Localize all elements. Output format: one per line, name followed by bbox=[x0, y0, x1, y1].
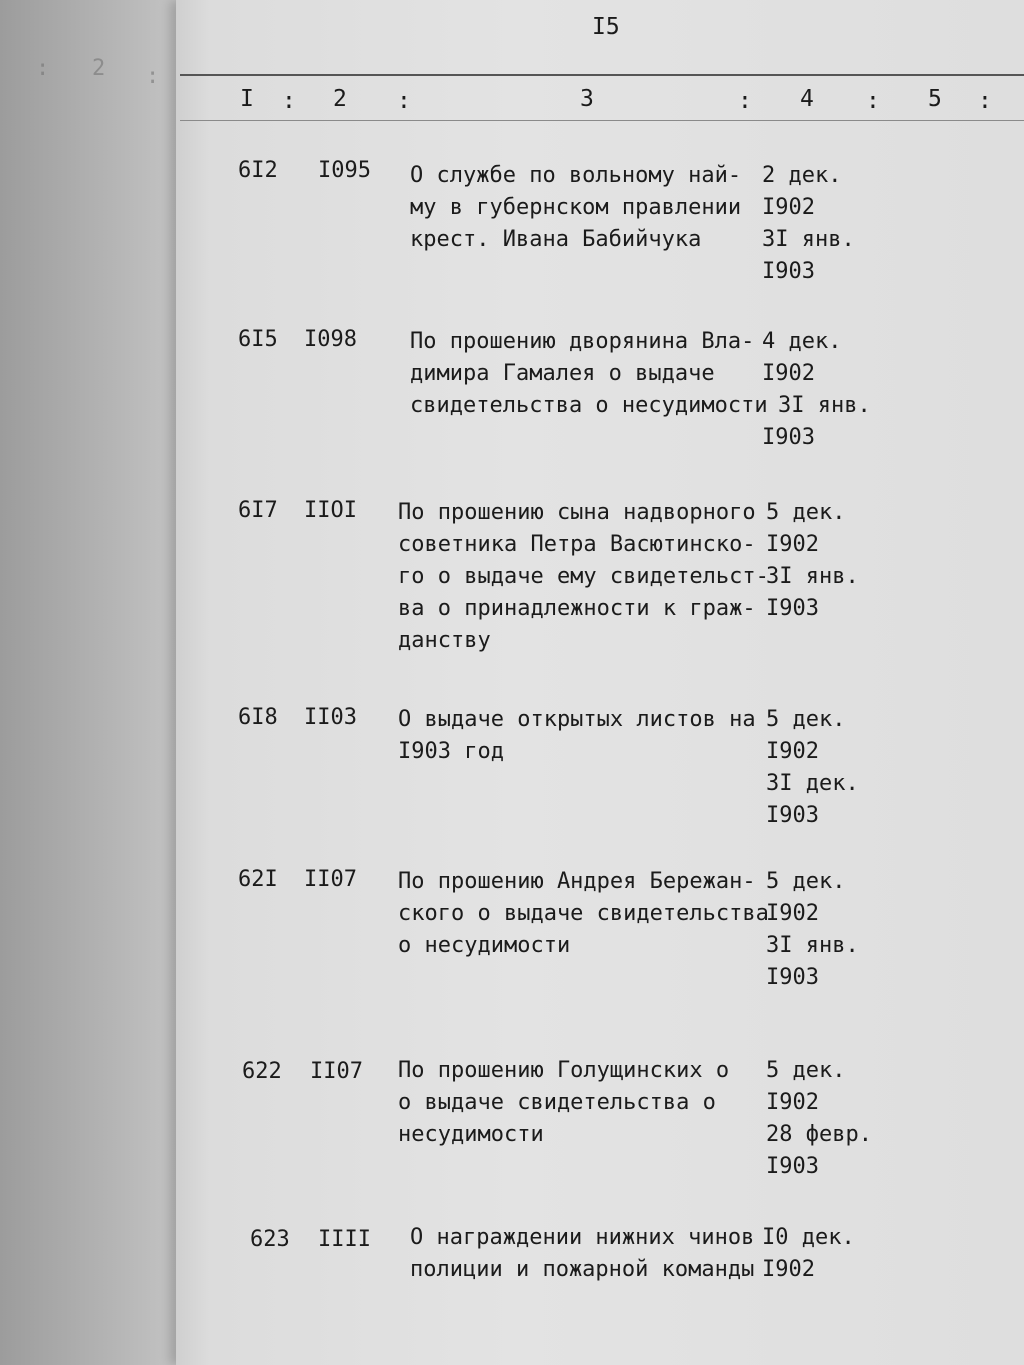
entry-date-line: I903 bbox=[762, 425, 815, 450]
entry-case-number: II07 bbox=[310, 1059, 363, 1084]
column-separator: : bbox=[738, 88, 752, 114]
entry-date-line: 3I янв. bbox=[778, 393, 871, 418]
entry-date-line: 5 дек. bbox=[766, 1058, 846, 1083]
entry-description-line: советника Петра Васютинско- bbox=[398, 532, 756, 557]
entry-date-line: I0 дек. bbox=[762, 1225, 855, 1250]
entry-date-line: 3I янв. bbox=[762, 227, 855, 252]
entry-date-line: I902 bbox=[766, 1090, 819, 1115]
column-header-4: 4 bbox=[800, 86, 814, 112]
entry-description-line: несудимости bbox=[398, 1122, 544, 1147]
entry-description-line: о выдаче свидетельства о bbox=[398, 1090, 716, 1115]
entry-case-number: I095 bbox=[318, 158, 371, 183]
entry-date-line: I903 bbox=[766, 1154, 819, 1179]
entry-date-line: 5 дек. bbox=[766, 500, 846, 525]
entry-description-line: ского о выдаче свидетельства bbox=[398, 901, 769, 926]
column-header-1: I bbox=[240, 86, 254, 112]
entry-number: 6I5 bbox=[238, 327, 278, 352]
previous-page-top-mark: : bbox=[36, 56, 50, 81]
entry-number: 623 bbox=[250, 1227, 290, 1252]
entry-date-line: 28 февр. bbox=[766, 1122, 872, 1147]
column-separator: : bbox=[866, 88, 880, 114]
column-header-3: 3 bbox=[580, 86, 594, 112]
column-separator: : bbox=[282, 88, 296, 114]
entry-number: 622 bbox=[242, 1059, 282, 1084]
previous-page-top-mark: : bbox=[146, 64, 160, 89]
entry-date-line: 3I дек. bbox=[766, 771, 859, 796]
column-header-5: 5 bbox=[928, 86, 942, 112]
entry-case-number: I098 bbox=[304, 327, 357, 352]
entry-date-line: 3I янв. bbox=[766, 564, 859, 589]
entry-description-line: По прошению дворянина Вла- bbox=[410, 329, 755, 354]
entry-description-line: По прошению Андрея Бережан- bbox=[398, 869, 756, 894]
entry-description-line: О награждении нижних чинов bbox=[410, 1225, 755, 1250]
entry-date-line: 2 дек. bbox=[762, 163, 842, 188]
entry-date-line: I903 bbox=[766, 803, 819, 828]
entry-date-line: I902 bbox=[762, 1257, 815, 1282]
entry-case-number: IIII bbox=[318, 1227, 371, 1252]
previous-page-edge bbox=[0, 0, 200, 1365]
entry-number: 6I2 bbox=[238, 158, 278, 183]
entry-description-line: По прошению сына надворного bbox=[398, 500, 756, 525]
entry-case-number: IIOI bbox=[304, 498, 357, 523]
entry-date-line: 4 дек. bbox=[762, 329, 842, 354]
entry-date-line: I902 bbox=[762, 195, 815, 220]
entry-description-line: свидетельства о несудимости bbox=[410, 393, 768, 418]
entry-date-line: I903 bbox=[766, 965, 819, 990]
entry-date-line: 5 дек. bbox=[766, 707, 846, 732]
entry-date-line: 3I янв. bbox=[766, 933, 859, 958]
entry-date-line: I902 bbox=[766, 532, 819, 557]
page-number: I5 bbox=[592, 14, 620, 40]
entry-number: 6I7 bbox=[238, 498, 278, 523]
previous-page-top-mark: 2 bbox=[92, 56, 106, 81]
header-rule-bottom bbox=[180, 120, 1024, 121]
entry-number: 62I bbox=[238, 867, 278, 892]
entry-description-line: димира Гамалея о выдаче bbox=[410, 361, 715, 386]
entry-description-line: По прошению Голущинских о bbox=[398, 1058, 730, 1083]
column-separator: : bbox=[397, 88, 411, 114]
entry-description-line: данству bbox=[398, 628, 491, 653]
entry-description-line: о несудимости bbox=[398, 933, 571, 958]
entry-description-line: му в губернском правлении bbox=[410, 195, 742, 220]
entry-description-line: го о выдаче ему свидетельст- bbox=[398, 564, 769, 589]
entry-date-line: I902 bbox=[766, 901, 819, 926]
entry-number: 6I8 bbox=[238, 705, 278, 730]
entry-description-line: О службе по вольному най- bbox=[410, 163, 742, 188]
entry-date-line: I902 bbox=[766, 739, 819, 764]
entry-date-line: I903 bbox=[766, 596, 819, 621]
header-rule-top bbox=[180, 74, 1024, 76]
column-header-2: 2 bbox=[333, 86, 347, 112]
entry-description-line: О выдаче открытых листов на bbox=[398, 707, 756, 732]
entry-case-number: II03 bbox=[304, 705, 357, 730]
column-separator: : bbox=[978, 88, 992, 114]
entry-date-line: I902 bbox=[762, 361, 815, 386]
entry-date-line: I903 bbox=[762, 259, 815, 284]
entry-description-line: I903 год bbox=[398, 739, 504, 764]
entry-description-line: полиции и пожарной команды bbox=[410, 1257, 755, 1282]
entry-description-line: крест. Ивана Бабийчука bbox=[410, 227, 702, 252]
entry-description-line: ва о принадлежности к граж- bbox=[398, 596, 756, 621]
entry-date-line: 5 дек. bbox=[766, 869, 846, 894]
entry-case-number: II07 bbox=[304, 867, 357, 892]
